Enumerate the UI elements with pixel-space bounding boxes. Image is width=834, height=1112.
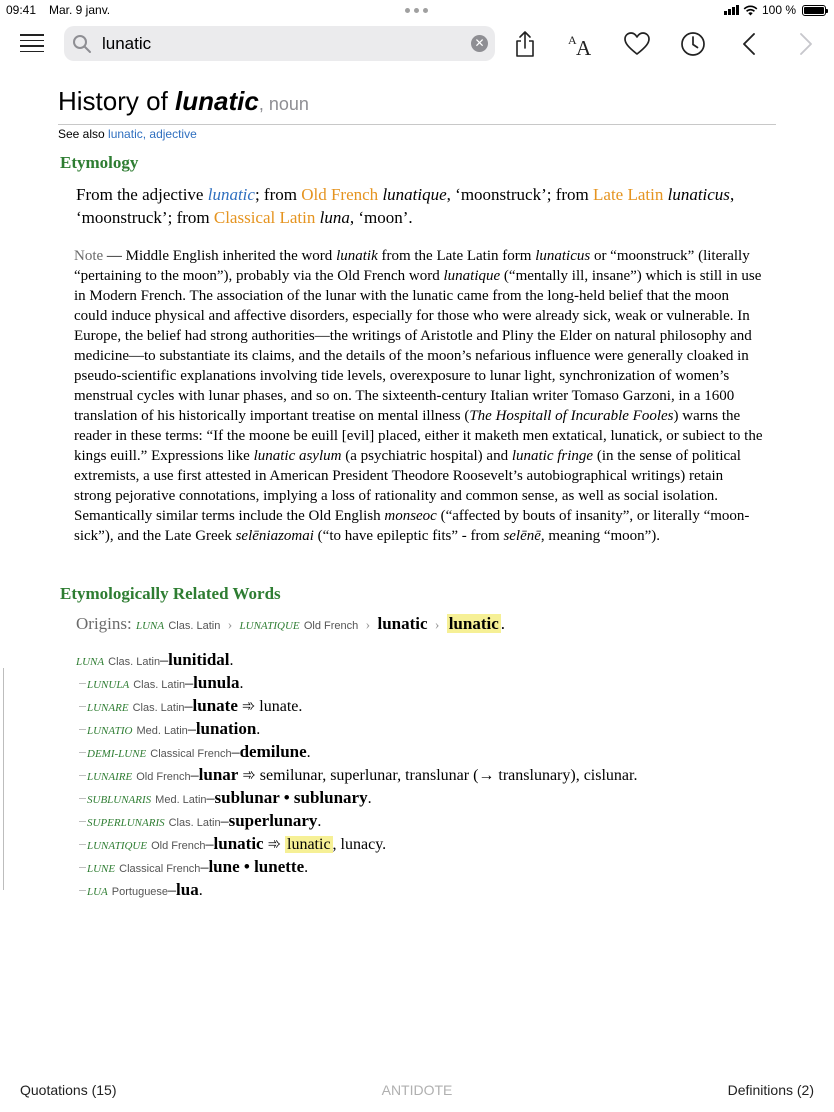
title-divider [58,124,776,125]
battery-icon [802,5,826,16]
tree-current-word: lunatic [287,836,331,853]
origin-form[interactable]: LUNA [135,620,165,632]
wifi-icon [743,5,758,16]
note-italic: selēnē [503,528,541,544]
tree-branch [79,798,86,799]
definitions-button[interactable]: Definitions (2) [727,1082,814,1098]
see-also-link[interactable]: lunatic, adjective [108,127,197,141]
tree-word[interactable]: sublunar • sublunary [214,788,368,807]
tree-dash: – [190,767,199,784]
etymology-heading: Etymology [60,153,139,172]
tree-arrow: ➾ [263,836,285,853]
tree-row [76,763,637,786]
note-text: (in the sense of political extremists, a use first attested in American President Theodore Roosevelt’s autobiographical writings) retain strong pejorative connotations, implying a loss of rationality and common sense, as well as social isolation. Semantically similar terms include the Old English [74,448,741,524]
status-right [724,3,826,17]
etym-word: lunatique [382,185,447,204]
svg-text:A: A [576,36,592,57]
status-date: Mar. 9 janv. [49,3,111,17]
tree-origin-form[interactable]: DEMI-LUNE [87,748,147,760]
origin-form[interactable]: LUNATIQUE [239,620,300,632]
note-text: or “moonstruck” (literally “pertaining to the moon”), probably via the Old French word [74,248,750,284]
tree-word[interactable]: lunitidal [168,650,230,669]
tree-branch [79,844,86,845]
tree-row [76,786,637,809]
tree-origin-lang: Clas. Latin [132,702,185,714]
tree-origin-form[interactable]: LUNATIO [87,725,133,737]
quotations-button[interactable]: Quotations (15) [20,1082,117,1098]
tree-derivatives: ➾ semilunar, superlunar, translunar (→ translunary), cislunar. [238,767,638,784]
etym-lang-classical-latin[interactable]: Classical Latin [213,208,316,227]
tree-row [76,648,637,671]
chevron-right-icon: › [227,618,233,633]
tree-branch [79,867,86,868]
clear-search-icon[interactable]: ✕ [471,35,488,52]
status-bar [0,0,834,22]
origin-end: . [500,614,506,633]
tree-origin-lang: Med. Latin [155,794,207,806]
app-name: ANTIDOTE [381,1082,453,1098]
origin-word[interactable]: lunatic [377,614,428,633]
etym-lang-old-french[interactable]: Old French [301,185,379,204]
tree-origin-lang: Classical French [150,748,232,760]
tree-word[interactable]: lunar [198,765,239,784]
tree-branch [79,775,86,776]
tree-derivatives: . [198,882,203,899]
tree-origin-form[interactable]: SUPERLUNARIS [87,817,165,829]
tree-dash: – [200,859,209,876]
tree-word[interactable]: lunatic [213,834,264,853]
tree-branch [79,683,86,684]
tree-dash: – [187,721,196,738]
note-text: (a psychiatric hospital) and [341,448,512,464]
battery-percent: 100 % [761,3,796,17]
note-text: (“affected by bouts of insanity”, or literally “moon-sick”), and the Late Greek [74,508,750,544]
tree-word[interactable]: superlunary [228,811,318,830]
back-chevron-icon[interactable] [735,30,763,58]
tree-dash: – [160,652,169,669]
tree-dash: – [206,790,215,807]
tree-dash: – [220,813,229,830]
note-italic: lunatic asylum [253,448,342,464]
svg-text:A: A [568,33,577,47]
tree-origin-form[interactable]: LUNARE [87,702,129,714]
tree-derivatives: . [367,790,372,807]
related-words-heading: Etymologically Related Words [60,584,281,603]
tree-dash: – [205,836,214,853]
status-time: 09:41 [6,3,37,17]
tree-dash: – [184,698,193,715]
tree-connector [3,668,4,890]
etym-text: , ‘moonstruck’; from [76,185,735,227]
forward-chevron-icon[interactable] [792,30,820,58]
tree-branch [79,821,86,822]
tree-origin-lang: Classical French [119,863,201,875]
chevron-right-icon: › [434,618,440,633]
tree-derivatives: ➾ lunate. [237,698,303,715]
tree-word[interactable]: lunula [193,673,240,692]
tree-origin-form[interactable]: SUBLUNARIS [87,794,152,806]
note-text: , meaning “moon”). [540,528,661,544]
tree-origin-form[interactable]: LUNA [76,656,105,668]
part-of-speech: , noun [258,94,309,114]
tree-derivatives: . [229,652,234,669]
note-italic: selēniazomai [235,528,314,544]
tree-row [76,878,637,901]
etym-text: , ‘moonstruck’; from [446,185,594,204]
note-italic: lunatic fringe [511,448,594,464]
headword: lunatic [175,86,259,116]
note-label: Note [74,248,104,264]
tree-row [76,740,637,763]
tree-dash: – [185,675,194,692]
search-icon [72,34,92,54]
title-prefix: History of [58,86,176,116]
origins-label: Origins: [76,614,132,633]
tree-origin-lang: Portuguese [111,886,169,898]
etym-text: , ‘moon’. [349,208,413,227]
tree-row [76,671,637,694]
tree-branch [79,729,86,730]
tree-word[interactable]: lua [176,880,199,899]
tree-origin-lang: Old French [151,840,206,852]
note-text: ) warns the reader in these terms: “If the moone be euill [evil] placed, either it maketh men extatical, lunatick, or subiect to the kings euill.” Expressions like [74,408,763,464]
tree-origin-lang: Clas. Latin [108,656,161,668]
signal-icon [724,5,739,15]
note-italic: lunatik [336,248,378,264]
tree-word[interactable]: lunate [192,696,238,715]
tree-row [76,694,637,717]
note-text: (“to have epileptic fits” - from [313,528,504,544]
tree-row [76,832,637,855]
tree-origin-form[interactable]: LUA [87,886,108,898]
tree-branch [79,752,86,753]
search-bar[interactable] [64,26,495,61]
etym-word: lunaticus [667,185,730,204]
note-italic: lunatique [443,268,501,284]
tree-origin-form[interactable]: LUNATIQUE [87,840,148,852]
tree-origin-form[interactable]: LUNE [87,863,116,875]
tree-row [76,809,637,832]
bottom-bar [0,1080,834,1102]
note-text: — Middle English inherited the word [103,248,337,264]
tree-word[interactable]: lune • lunette [208,857,305,876]
tree-dash: – [231,744,240,761]
tree-origin-lang: Clas. Latin [168,817,221,829]
origins-line [76,614,505,634]
note-text: from the Late Latin form [377,248,536,264]
text-size-icon[interactable] [567,30,595,58]
tree-origin-lang: Old French [136,771,191,783]
history-icon[interactable] [679,30,707,58]
tree-origin-form[interactable]: LUNULA [87,679,130,691]
origin-lang: Clas. Latin [168,620,221,632]
etymology-text [76,183,766,229]
tree-derivatives: . [239,675,244,692]
share-icon[interactable] [511,30,539,58]
tree-derivatives: . [304,859,309,876]
note-italic: monseoc [384,508,437,524]
tree-word[interactable]: lunation [195,719,257,738]
etym-lang-late-latin[interactable]: Late Latin [593,185,664,204]
etym-text: ; from [254,185,302,204]
origin-lang: Old French [303,620,359,632]
heart-icon[interactable] [623,30,651,58]
search-input[interactable] [102,32,442,56]
tree-origin-lang: Clas. Latin [133,679,186,691]
tree-origin-lang: Med. Latin [136,725,188,737]
tree-derivatives: . [306,744,311,761]
menu-icon[interactable] [20,34,44,52]
tree-branch [79,890,86,891]
etym-word: luna [319,208,350,227]
tree-word[interactable]: demilune [239,742,307,761]
etym-text: From the adjective [76,185,208,204]
chevron-right-icon: › [365,618,371,633]
tree-dash: – [168,882,177,899]
note-text: (“mentally ill, insane”) which is still in use in Modern French. The association of the lunar with the lunatic came from the long-held belief that the moon could induce physical and affective disorders, especially for those who were already sick, weak or vulnerable. In Europe, the belief had strong authorities—the writings of Aristotle and Pliny the Elder on natural philosophy and medicine—to substantiate its claims, and the details of the moon’s nefarious influence were generally cloaked in pseudo-scientific explanations involving tide levels, overexposure to lunar light, synchronization of women’s menstrual cycles with lunar phases, and so on. The sixteenth-century Italian writer Tomaso Garzoni, in a 1600 translation of his historically important treatise on mental illness ( [74,268,762,424]
note-italic: The Hospitall of Incurable Fooles [469,408,674,424]
tree-derivatives: . [317,813,322,830]
page-title [58,86,309,117]
see-also [58,127,197,141]
multitasking-dots-icon[interactable] [405,8,428,13]
etym-link-lunatic[interactable]: lunatic [207,185,255,204]
origin-current-word: lunatic [448,614,499,633]
see-also-label: See also [58,127,109,141]
tree-derivatives: , lunacy. [332,836,387,853]
note-italic: lunaticus [535,248,591,264]
toolbar [0,24,834,64]
tree-row [76,717,637,740]
tree-branch [79,706,86,707]
tree-row [76,855,637,878]
tree-derivatives: . [256,721,261,738]
related-words-tree [76,648,637,901]
tree-origin-form[interactable]: LUNAIRE [87,771,133,783]
note-paragraph [74,246,764,546]
